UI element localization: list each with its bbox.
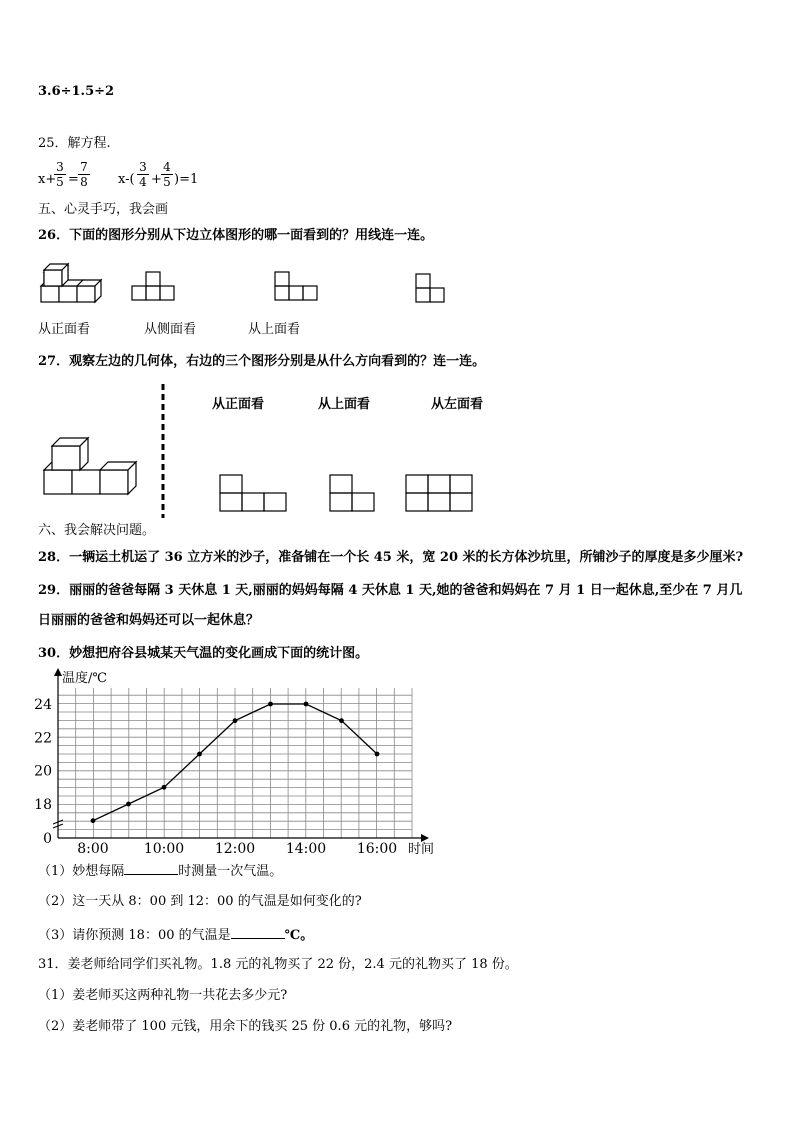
q27-view-3 <box>406 475 472 511</box>
answer-blank[interactable] <box>231 926 285 939</box>
q26-view-c <box>416 274 444 302</box>
x-tick-label: 14:00 <box>285 841 327 857</box>
frac-numerator: 7 <box>78 160 90 175</box>
data-point <box>233 718 238 723</box>
q30-title: 30．妙想把府谷县城某天气温的变化画成下面的统计图。 <box>38 646 369 661</box>
frac-numerator: 4 <box>161 160 173 175</box>
frac-numerator: 3 <box>137 160 149 175</box>
q26-label-front: 从正面看 <box>38 322 91 337</box>
q30-sub1-b: 时测量一次气温。 <box>178 864 283 879</box>
q30-sub1 <box>38 862 282 880</box>
q26-view-a <box>132 272 174 300</box>
q25-eq2-plus: + <box>151 172 162 187</box>
q26-label-top: 从上面看 <box>248 322 301 337</box>
q28-text: 28．一辆运土机运了 36 立方米的沙子，准备铺在一个长 45 米，宽 20 米的长方体沙坑里，所铺沙子的厚度是多少厘米? <box>38 550 744 565</box>
q27-view-1 <box>220 475 286 511</box>
q27-label-left: 从左面看 <box>431 397 484 412</box>
data-point <box>304 702 309 707</box>
q29-line1: 29．丽丽的爸爸每隔 3 天休息 1 天,丽丽的妈妈每隔 4 天休息 1 天,她的爸爸和妈妈在 7 月 1 日一起休息,至少在 7 月几 <box>38 583 743 598</box>
q30-sub3 <box>38 926 313 944</box>
q26-solid-figure <box>41 264 101 302</box>
x-axis-label: 时间 <box>408 842 435 857</box>
x-tick-label: 10:00 <box>143 841 185 857</box>
q31-sub1: （1）姜老师买这两种礼物一共花去多少元? <box>38 988 288 1003</box>
q27-view-2 <box>330 475 374 511</box>
temperature-line-chart <box>34 668 434 857</box>
frac-denominator: 4 <box>139 175 147 189</box>
q30-sub3-b: ℃。 <box>284 928 314 943</box>
q31-title: 31．姜老师给同学们买礼物。1.8 元的礼物买了 22 份，2.4 元的礼物买了 18 份。 <box>38 957 518 972</box>
x-axis-arrow <box>421 834 429 842</box>
q25-eq1-prefix: x+ <box>38 172 57 187</box>
y-tick-label: 18 <box>34 797 52 813</box>
data-point <box>162 785 167 790</box>
answer-blank[interactable] <box>124 862 178 875</box>
q30-sub2: （2）这一天从 8：00 到 12：00 的气温是如何变化的? <box>38 894 362 909</box>
q30-sub1-a: （1）妙想每隔 <box>38 864 125 879</box>
y-tick-label: 0 <box>43 831 52 847</box>
q25-title: 25．解方程. <box>38 136 111 151</box>
y-tick-label: 24 <box>34 697 52 713</box>
y-axis-arrow <box>54 668 62 676</box>
q27-solid-figure <box>44 438 136 494</box>
data-point <box>126 802 131 807</box>
section-5-heading: 五、心灵手巧，我会画 <box>38 202 169 217</box>
q27-label-top: 从上面看 <box>318 397 371 412</box>
y-tick-label: 20 <box>34 763 52 780</box>
q25-eq2-prefix: x-( <box>118 172 135 187</box>
data-point <box>375 752 380 757</box>
q30-sub3-a: （3）请你预测 18：00 的气温是 <box>38 928 231 943</box>
data-point <box>91 818 96 823</box>
x-tick-label: 16:00 <box>356 841 398 857</box>
frac-denominator: 5 <box>56 175 64 189</box>
x-tick-label: 12:00 <box>214 841 256 857</box>
q29-line2: 日丽丽的爸爸和妈妈还可以一起休息？ <box>38 613 260 628</box>
q24-expression: 3.6÷1.5÷2 <box>38 84 115 99</box>
data-point <box>197 752 202 757</box>
x-tick-label: 8:00 <box>77 841 109 857</box>
frac-denominator: 5 <box>163 175 171 189</box>
y-tick-label: 22 <box>34 730 52 747</box>
q25-eq2-suffix: )=1 <box>174 172 199 187</box>
section-6-heading: 六、我会解决问题。 <box>38 523 156 538</box>
y-axis-label: 温度/℃ <box>62 671 107 686</box>
q31-sub2: （2）姜老师带了 100 元钱，用余下的钱买 25 份 0.6 元的礼物，够吗? <box>38 1019 453 1034</box>
data-point <box>339 718 344 723</box>
q27-title: 27．观察左边的几何体，右边的三个图形分别是从什么方向看到的？连一连。 <box>38 354 486 369</box>
frac-numerator: 3 <box>54 160 66 175</box>
q26-view-b <box>275 272 317 300</box>
frac-denominator: 8 <box>80 175 88 189</box>
data-point <box>268 702 273 707</box>
q26-title: 26．下面的图形分别从下边立体图形的哪一面看到的？用线连一连。 <box>38 228 434 243</box>
q25-eq1-equals: = <box>68 172 79 187</box>
q26-label-side: 从侧面看 <box>144 322 197 337</box>
q27-label-front: 从正面看 <box>212 397 265 412</box>
